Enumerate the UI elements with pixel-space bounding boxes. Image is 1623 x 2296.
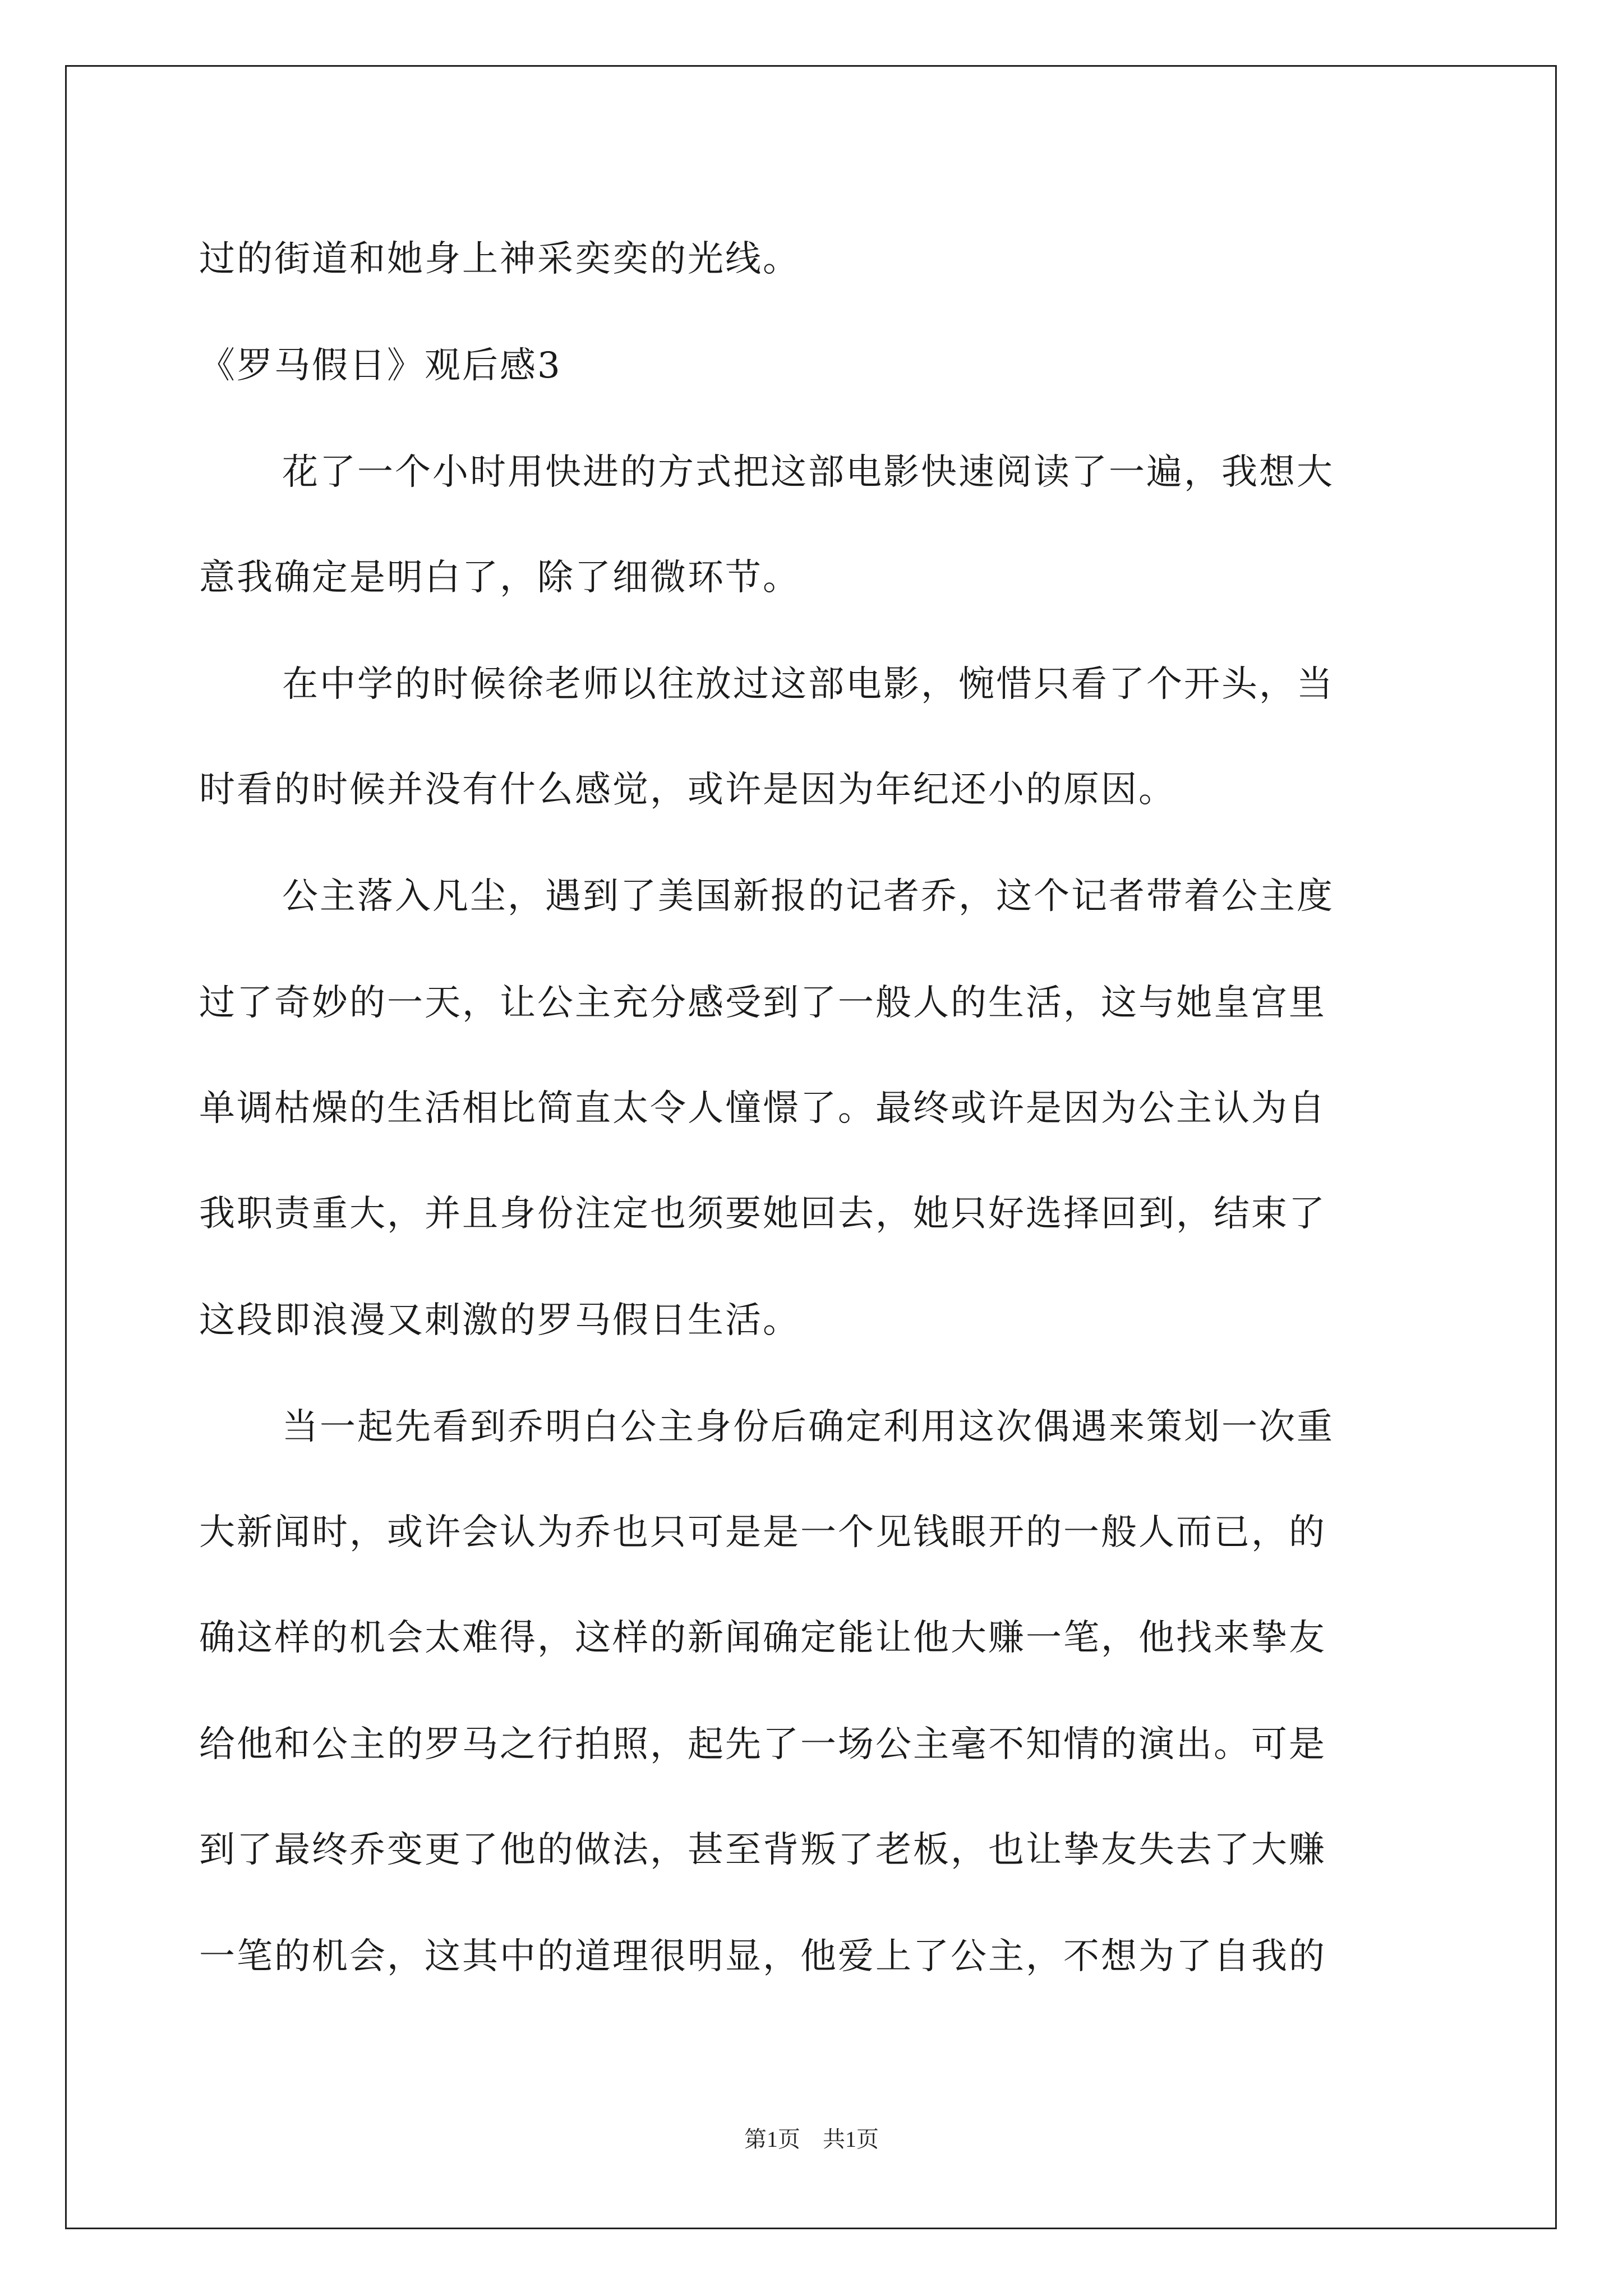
paragraph-line: 花了一个小时用快进的方式把这部电影快速阅读了一遍，我想大 — [282, 452, 1334, 493]
paragraph-line: 到了最终乔变更了他的做法，甚至背叛了老板，也让挚友失去了大赚 — [199, 1829, 1326, 1871]
paragraph-line: 我职责重大，并且身份注定也须要她回去，她只好选择回到，结束了 — [199, 1193, 1326, 1235]
paragraph-line: 过的街道和她身上神采奕奕的光线。 — [199, 238, 800, 280]
paragraph-line: 给他和公主的罗马之行拍照，起先了一场公主毫不知情的演出。可是 — [199, 1724, 1326, 1765]
paragraph-line: 大新闻时，或许会认为乔也只可是是一个见钱眼开的一般人而已，的 — [199, 1512, 1326, 1553]
paragraph-line: 在中学的时候徐老师以往放过这部电影，惋惜只看了个开头，当 — [282, 664, 1334, 705]
paragraph-line: 时看的时候并没有什么感觉，或许是因为年纪还小的原因。 — [199, 769, 1176, 811]
paragraph-line: 当一起先看到乔明白公主身份后确定利用这次偶遇来策划一次重 — [282, 1406, 1334, 1448]
paragraph-line: 确这样的机会太难得，这样的新闻确定能让他大赚一笔，他找来挚友 — [199, 1617, 1326, 1659]
page-number-footer: 第1页 共1页 — [744, 2127, 879, 2152]
page-border — [65, 65, 1557, 2229]
paragraph-line: 单调枯燥的生活相比简直太令人憧憬了。最终或许是因为公主认为自 — [199, 1088, 1326, 1129]
paragraph-line: 公主落入凡尘，遇到了美国新报的记者乔，这个记者带着公主度 — [282, 876, 1334, 917]
section-title: 《罗马假日》观后感3 — [199, 345, 562, 386]
paragraph-line: 意我确定是明白了，除了细微环节。 — [199, 557, 800, 599]
paragraph-line: 一笔的机会，这其中的道理很明显，他爱上了公主，不想为了自我的 — [199, 1936, 1326, 1977]
paragraph-line: 这段即浪漫又刺激的罗马假日生活。 — [199, 1300, 800, 1341]
paragraph-line: 过了奇妙的一天，让公主充分感受到了一般人的生活，这与她皇宫里 — [199, 982, 1326, 1024]
